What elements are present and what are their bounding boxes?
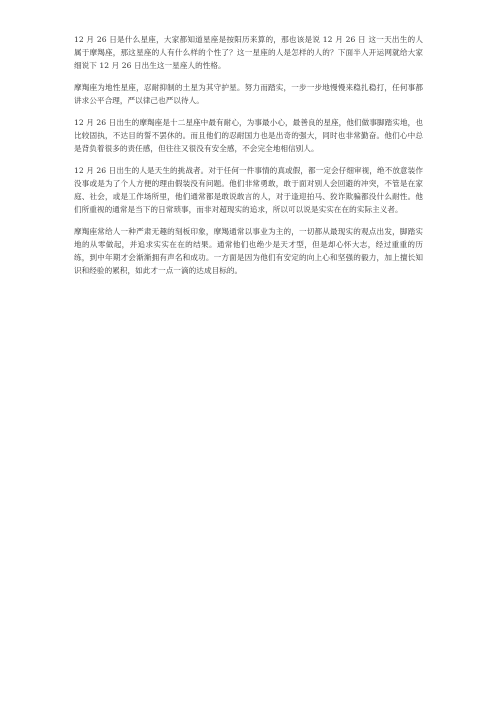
challenger-paragraph: 12 月 26 日出生的人是天生的挑战者。对于任何一件事情的真或假，都一定会仔细审视，绝不放意装作没事或是为了个人方便的理由假装没有问题。他们非常勇敢，敢于面对别人会回避的冲突，不管是在家庭、社会，或是工作场所里，他们通常都是敢说敢言的人，对于逢迎拍马、狡诈欺骗都没什么耐性。他们所重视的通常是当下的日常琐事，而非对超现实的追求，所以可以说是实实在在的实际主义者。	[74, 166, 423, 214]
impression-paragraph: 摩羯座常给人一种严肃无趣的刻板印象，摩羯通常以事业为主的，一切都从最现实的观点出发，脚踏实地的从零做起，并追求实实在在的结果。通常他们也绝少是天才型，但是却心怀大志，经过重重的历练，到中年期才会渐渐拥有声名和成功。一方面是因为他们有安定的向上心和坚强的毅力，加上擅长知识和经验的累积，如此才一点一滴的达成目标的。	[74, 227, 423, 275]
earth-sign-paragraph: 摩羯座为地性星座，忍耐抑制的土星为其守护星。努力而踏实，一步一步地慢慢来稳扎稳打，任何事都讲求公平合理，严以律己也严以待人。	[74, 83, 423, 105]
patience-paragraph: 12 月 26 日出生的摩羯座是十二星座中最有耐心，为事最小心，最善良的星座，他们做事脚踏实地，也比较固执，不达目的誓不罢休的。而且他们的忍耐国力也是出奇的强大，同时也非常勤奋。他们心中总是背负着很多的责任感，但往往又很没有安全感，不会完全地相信别人。	[74, 118, 423, 153]
document-page	[74, 33, 423, 286]
intro-paragraph: 12 月 26 日是什么星座，大家都知道星座是按阳历来算的，那也该是说 12 月 26 日 这一天出生的人属于摩羯座，那这星座的人有什么样的个性了？这一星座的人是怎样的人的？下面半人开运网就给大家细说下 12 月 26 日出生这一星座人的性格。	[74, 35, 423, 70]
